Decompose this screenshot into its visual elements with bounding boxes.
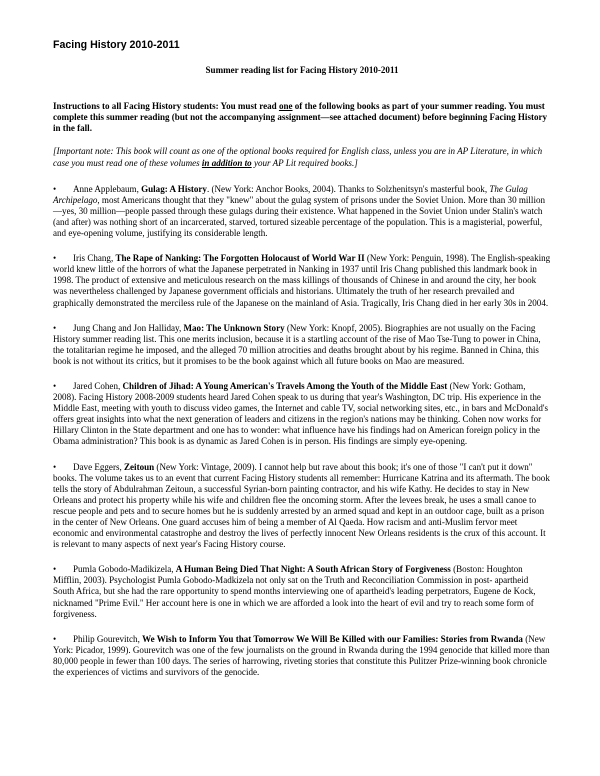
instructions-text-2: of the following books as part of your summer reading. You must complete this summer reading (but not the accompanying assignment—see attached document) before beginning Facing History in the fall.: [53, 101, 548, 134]
book-author: Jung Chang and Jon Halliday,: [73, 322, 184, 333]
book-description: (New York: Knopf, 2005). Biographies are not usually on the Facing History summer reading list. This one merits inclusion, because it is a startling account of the rise of Mao Tse-Tung to power in China, the totalitarian regime he imposed, and the alleged 70 million atrocities and deaths brought about by his regime. Banned in China, this book is not without its critics, but it promises to be the book against which all future books on Mao are measured.: [53, 322, 541, 366]
book-description: (New York: Penguin, 1998). The English-speaking world knew little of the horrors of what the Japanese perpetrated in Nanking in 1937 until Iris Chang published this landmark book in 1998. The product of extensive and meticulous research on the mass killings of thousands of Chinese in and around the city, her book was nevertheless challenged by Japanese government officials and historians. Ultimately the truth of her research prevailed and graphically demonstrated the merciless rule of the Japanese on the mainland of Asia. Tragically, Iris Chang died in her early 30s in 2004.: [53, 253, 551, 308]
document-subtitle: Summer reading list for Facing History 2010-2011: [205, 65, 399, 76]
bullet: •: [53, 322, 57, 333]
instructions-paragraph: [53, 101, 551, 134]
book-title: Gulag: A History: [141, 183, 207, 194]
book-entry-chang: [53, 253, 551, 308]
bullet: •: [53, 564, 57, 575]
book-author: Philip Gourevitch,: [73, 633, 143, 644]
book-entry-applebaum: [53, 184, 551, 239]
note-emphasis: in addition to: [201, 157, 252, 168]
page-title: Facing History 2010-2011: [53, 39, 180, 51]
book-author: Jared Cohen,: [73, 380, 123, 391]
book-author: Anne Applebaum,: [73, 183, 142, 194]
bullet: •: [53, 633, 57, 644]
book-publication: . (New York: Anchor Books, 2004). Thanks to Solzhenitsyn's masterful book,: [206, 183, 490, 194]
book-description: (New York: Gotham, 2008). Facing History 2008-2009 students heard Jared Cohen speak to us during that year's Washington, DC trip. His experience in the Middle East, meeting with youth to discuss video games, the Internet and cable TV, social networking sites, etc., in bars and McDonald's offers great insights into what the next generation of leaders and citizens in the region's nations may be thinking. Cohen now works for Hillary Clinton in the State department and one has to wonder: what influence have his findings had on American foreign policy in the Obama administration? This book is as dynamic as Jared Cohen is in person. His findings are simply eye-opening.: [53, 380, 549, 447]
book-description: (Boston: Houghton Mifflin, 2003). Psychologist Pumla Gobodo-Madkizela not only sat on the Truth and Reconciliation Commission in post- apartheid South Africa, but she had the rare opportunity to spend months interviewing one of apartheid's leading perpetrators, Eugene de Kock, nicknamed "Prime Evil." Her account here is one in which we are afforded a look into the heart of evil and try to reach some form of forgiveness.: [53, 564, 536, 619]
bullet: •: [53, 183, 57, 194]
book-description: , most Americans thought that they "knew" about the gulag system of prisons under the Soviet Union. More than 30 million—yes, 30 million—people passed through these gulags during their existence. What happened in the Soviet Union under Stalin's watch (and after) was nothing short of an incarcerated, starved, tortured sizeable percentage of the population. This is a magisterial, powerful, and eye-opening volume, justifying its considerable length.: [53, 194, 545, 239]
book-author: Dave Eggers,: [73, 461, 124, 472]
note-text-2: your AP Lit required books.]: [251, 157, 358, 168]
book-description: (New York: Vintage, 2009). I cannot help but rave about this book; it's one of those "I can't put it down" books. The volume takes us to an event that current Facing History students all remember: Hurricane Katrina and its aftermath. The book tells the story of Abdulrahman Zeitoun, a successful Syrian-born painting contractor, and his wife Kathy. He decides to stay in New Orleans and protect his property while his wife and children flee the oncoming storm. After the levees break, he uses a small canoe to rescue people and pets and to secure homes but he is suddenly arrested by an armed squad and kept in an outdoor cage, built as a prison in the center of New Orleans. One guard accuses him of being a member of Al Qaeda. How racism and anti-Muslim fervor meet economic and environmental catastrophe and destroy the lives of perfectly innocent New Orleans residents is the crux of this account. It is relevant to many aspects of next year's Facing History course.: [53, 461, 550, 550]
bullet: •: [53, 380, 57, 391]
instructions-text-1: Instructions to all Facing History students: You must read: [53, 101, 279, 112]
book-title: A Human Being Died That Night: A South African Story of Forgiveness: [175, 564, 451, 575]
instructions-underlined: one: [278, 101, 293, 112]
book-author: Iris Chang,: [73, 253, 116, 264]
bullet: •: [53, 253, 57, 264]
important-note: [53, 146, 551, 168]
bullet: •: [53, 461, 57, 472]
book-title: We Wish to Inform You that Tomorrow We Will Be Killed with our Families: Stories from Rwanda: [142, 633, 523, 644]
book-entry-gourevitch: [53, 634, 551, 678]
book-reference-title: The Gulag Archipelago: [53, 183, 528, 205]
book-author: Pumla Gobodo-Madikizela,: [73, 564, 176, 575]
book-entry-eggers: [53, 462, 551, 551]
book-description: (New York: Picador, 1999). Gourevitch was one of the few journalists on the ground in Rwanda during the 1994 genocide that killed more than 80,000 people in fewer than 100 days. The series of harrowing, riveting stories that constitute this Pulitzer Prize-winning book chronicle the experiences of victims and survivors of the genocide.: [53, 633, 550, 678]
book-entry-gobodo-madikizela: [53, 564, 551, 619]
book-entry-mao: [53, 323, 551, 367]
book-title: Mao: The Unknown Story: [183, 322, 285, 333]
book-title: The Rape of Nanking: The Forgotten Holocaust of World War II: [115, 253, 365, 264]
book-title: Children of Jihad: A Young American's Travels Among the Youth of the Middle East: [122, 380, 448, 391]
book-entry-cohen: [53, 381, 551, 448]
book-title: Zeitoun: [124, 461, 155, 472]
note-text-1: [Important note: This book will count as one of the optional books required for English class, unless you are in AP Literature, in which case you must read one of these volumes: [53, 146, 543, 168]
